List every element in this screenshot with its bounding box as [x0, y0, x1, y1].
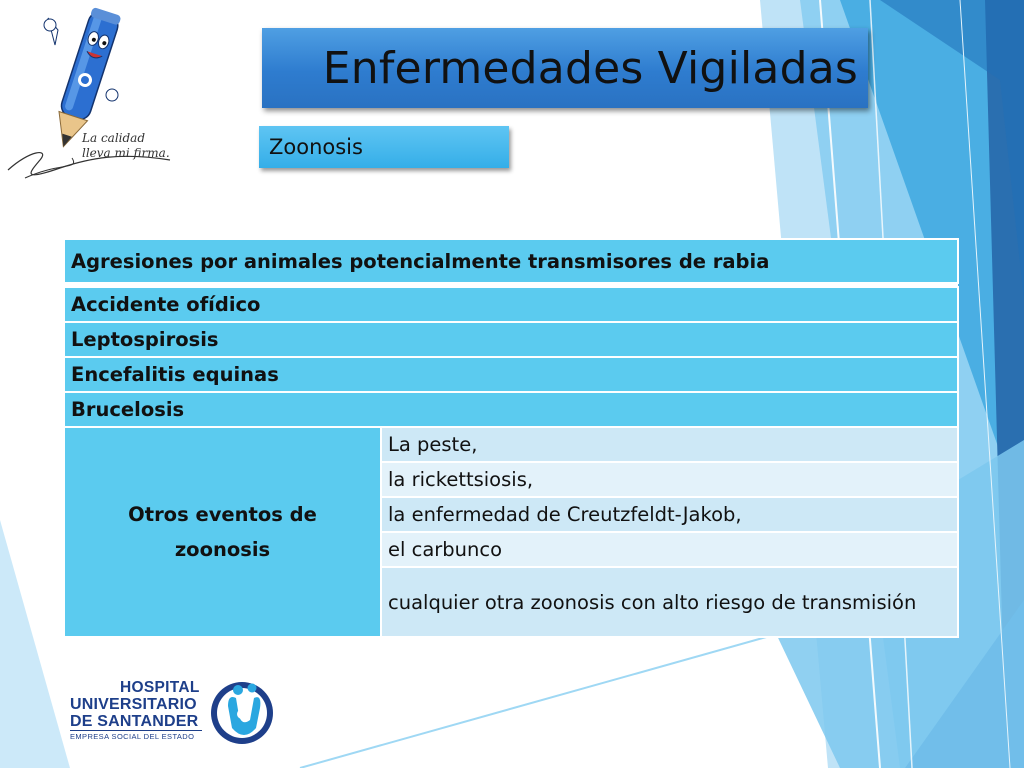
hospital-line-2: UNIVERSITARIO: [70, 696, 197, 713]
page-title: Enfermedades Vigiladas: [322, 42, 858, 94]
other-events-label: [64, 427, 381, 637]
hospital-line-1: HOSPITAL: [120, 679, 200, 696]
other-event-item: la enfermedad de Creutzfeldt-Jakob,: [381, 497, 958, 532]
other-event-item: cualquier otra zoonosis con alto riesgo de transmisión: [381, 567, 958, 637]
pencil-mascot-logo: [0, 0, 180, 190]
table-cell: Leptospirosis: [64, 322, 958, 357]
table-cell: Accidente ofídico: [64, 287, 958, 322]
slogan-line-2: lleva mi firma.: [82, 146, 170, 160]
section-subtitle: Zoonosis: [269, 135, 363, 159]
subtitle-box: [259, 126, 509, 168]
hospital-line-4: EMPRESA SOCIAL DEL ESTADO: [70, 730, 202, 742]
slogan-line-1: La calidad: [82, 131, 146, 145]
other-event-item: la rickettsiosis,: [381, 462, 958, 497]
other-event-item: el carbunco: [381, 532, 958, 567]
table-cell: Brucelosis: [64, 392, 958, 427]
slogan: [82, 131, 170, 161]
diseases-table: [63, 238, 959, 638]
hospital-line-3: DE SANTANDER: [70, 713, 199, 730]
table-header-cell: Agresiones por animales potencialmente transmisores de rabia: [64, 239, 958, 283]
title-box: [262, 28, 868, 108]
table-row: [64, 392, 958, 427]
table-row: [64, 287, 958, 322]
other-event-item: La peste,: [381, 427, 958, 462]
table-row: [64, 357, 958, 392]
other-events-label-line-2: zoonosis: [174, 538, 271, 561]
other-events-label-line-1: Otros eventos de: [128, 503, 317, 526]
table-header-row: [64, 239, 958, 283]
table-row: [64, 427, 958, 462]
table-row: [64, 322, 958, 357]
table-cell: Encefalitis equinas: [64, 357, 958, 392]
hospital-name: [70, 680, 202, 742]
